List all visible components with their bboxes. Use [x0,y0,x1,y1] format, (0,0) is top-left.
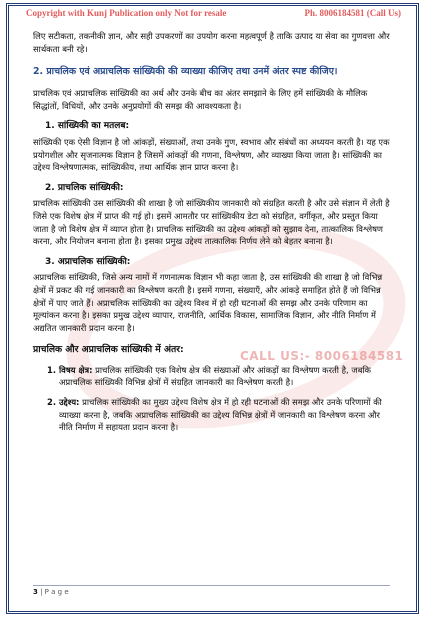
copyright-notice: Copyright with Kunj Publication only Not for resale [26,8,227,18]
section-text-meaning: सांख्यिकी एक ऐसी विज्ञान है जो आंकड़ों, संख्याओं, तथा उनके गुण, स्वभाव और संबंधों का अध्ययन करती है। यह एक प्रयोगशील और सृजनात्मक विज्ञान है जिसमें आंकड़ों की गणना, विश्लेषण, और व्याख्या किया जाता है। सांख्यिकी का उद्देश्य विश्लेषणात्मक, सांख्यिकीय, तथा आर्थिक ज्ञान प्राप्त करना है। [33,136,390,173]
section-heading-parametric: 2. प्राचलिक सांख्यिकी: [45,182,124,193]
difference-number: 2. [47,397,57,408]
section-heading-nonparametric: 3. अप्राचलिक सांख्यिकी: [45,256,131,267]
differences-heading: प्राचलिक और अप्राचलिक सांख्यिकी में अंतर: [33,344,184,356]
question-heading: 2. प्राचलिक एवं अप्राचलिक सांख्यिकी की व्याख्या कीजिए तथा उनमें अंतर स्पष्ट कीजिए। [33,66,338,78]
watermark-text: CALL US:- 8006184581 [240,349,404,363]
section-text-parametric: प्राचलिक सांख्यिकी उस सांख्यिकी की शाखा है जो सांख्यिकीय जानकारी को संग्रहित करती है और उसे संज्ञान में लेती है जिसे एक विशेष क्षेत्र में प्राप्त की गई हो। इसमें आमतौर पर सांख्यिकीय डेटा को संग्रहित, वर्गीकृत, और प्रस्तुत किया जाता है जो विशेष क्षेत्र में व्याप्त होता है। प्राचलिक सांख्यिकी का उद्देश्य आंकड़ों को सुझाव देना, तात्कालिक विश्लेषण करना, और नियोजन बनाना होता है। इसका प्रमुख उद्देश्य तात्कालिक निर्णय लेने को बेहतर बनाना है। [33,198,390,247]
difference-body [59,396,390,434]
difference-title: उद्देश्य: [59,397,80,408]
difference-title: विषय क्षेत्र: [59,364,93,375]
page-label: | P a g e [37,588,69,596]
contact-phone: Ph. 8006184581 (Call Us) [304,8,401,18]
difference-item [33,364,390,389]
page-footer [33,585,390,596]
section-heading-meaning: 1. सांख्यिकी का मतलब: [45,121,130,132]
page-number: 3 [33,588,38,596]
difference-body [59,364,390,389]
page-header [26,8,401,18]
difference-number: 1. [47,364,57,375]
difference-item [33,396,390,434]
difference-text: प्राचलिक सांख्यिकी एक विशेष क्षेत्र की संख्याओं और आंकड़ों का विश्लेषण करती है, जबकि अप्राचलिक सांख्यिकी विभिन्न क्षेत्रों में संग्रहित जानकारी का विश्लेषण करती है। [59,364,371,388]
answer-intro: प्राचलिक एवं अप्राचलिक सांख्यिकी का अर्थ और उनके बीच का अंतर समझाने के लिए हमें सांख्यिकी के मौलिक सिद्धांतों, विधियों, और उनके अनुप्रयोगों की समझ की आवश्यकता है। [33,88,368,111]
section-text-nonparametric: अप्राचलिक सांख्यिकी, जिसे अन्य नामों में गणनात्मक विज्ञान भी कहा जाता है, उस सांख्यिकी की शाखा है जो विभिन्न क्षेत्रों में प्रकट की गई जानकारी का विश्लेषण करती है। इसमें गणना, संख्याएँ, और आंकड़े समाहित होते हैं जो विभिन्न क्षेत्रों में पाए जाते हैं। अप्राचलिक सांख्यिकी का उद्देश्य विश्व में हो रही घटनाओं की समझ और उनके परिणाम का मूल्यांकन करना है। इसका प्रमुख उद्देश्य व्यापार, राजनीति, आर्थिक विकास, सामाजिक विज्ञान, और नीति निर्माण में अद्यतित जानकारी प्रदान करना है। [33,272,383,333]
page-content [33,30,390,434]
difference-text: प्राचलिक सांख्यिकी का मुख्य उद्देश्य विशेष क्षेत्र में हो रही घटनाओं की समझ और उनके परिणामों की व्याख्या करना है, जबकि अप्राचलिक सांख्यिकी का उद्देश्य विभिन्न क्षेत्रों में जानकारी का विश्लेषण करना और नीति निर्माण में सहायता प्रदान करना है। [59,397,382,433]
intro-paragraph: लिए सटीकता, तकनीकी ज्ञान, और सही उपकरणों का उपयोग करना महत्वपूर्ण है ताकि उत्पाद या सेवा का गुणवत्ता और सार्थकता बनी रहे। [33,31,390,54]
